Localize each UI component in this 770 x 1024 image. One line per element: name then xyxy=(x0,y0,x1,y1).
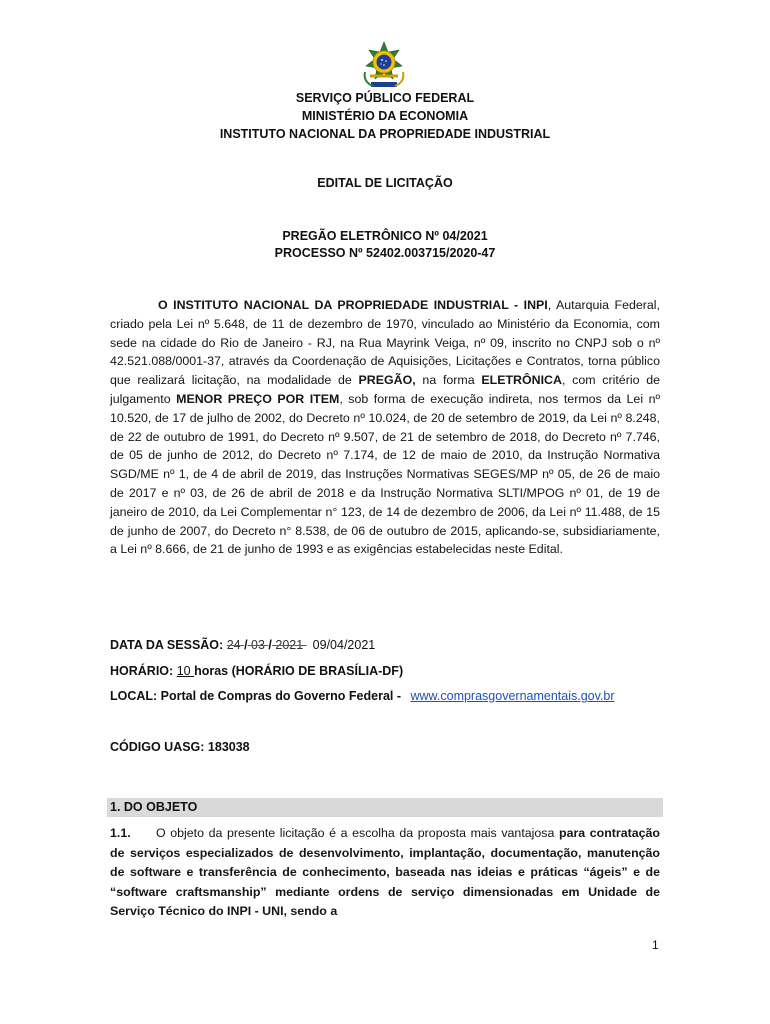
intro-text-a: , Autarquia Federal, criado pela Lei nº 5.648, de 11 de dezembro de 1970, vinculado ao Ministério da Economia, com sede na cidade do Rio de Janeiro - RJ, na Rua Mayrink Veiga, nº 09, inscrito no CNPJ sob o nº 42.521.088/0001-37, através da Coordenação de Aquisições, Licitações e Contratos, torna público que realizará licitação, na modalidade de xyxy=(110,298,660,388)
date-sep-2: / xyxy=(268,638,272,652)
forma: ELETRÔNICA xyxy=(481,373,562,388)
old-year: 2021 xyxy=(271,638,307,652)
header-institute: INSTITUTO NACIONAL DA PROPRIEDADE INDUSTRIAL xyxy=(219,127,551,141)
time-suffix: horas (HORÁRIO DE BRASÍLIA-DF) xyxy=(194,664,404,678)
pregao-number: PREGÃO ELETRÔNICO Nº 04/2021 xyxy=(282,229,488,243)
new-date: 09/04/2021 xyxy=(312,638,376,652)
intro-paragraph xyxy=(110,296,660,559)
intro-text-c: , com critério de julgamento xyxy=(110,373,660,406)
intro-text-d: , sob forma de execução indireta, nos termos da Lei nº 10.520, de 17 de julho de 2002, do Decreto nº 10.024, de 20 de setembro de 2019, da Lei nº 8.248, de 22 de outubro de 1991, do Decreto nº 9.507, de 21 de setembro de 2018, do Decreto nº 7.746, de 05 de junho de 2012, do Decreto nº 7.174, de 12 de maio de 2010, da Instrução Normativa SGD/ME nº 1, de 4 de abril de 2019, das Instruções Normativas SEGES/MP nº 05, de 26 de maio de 2017 e nº 03, de 26 de abril de 2018 e da Instrução Normativa SLTI/MPOG nº 01, de 19 de janeiro de 2010, da Lei Complementar n° 123, de 14 de dezembro de 2006, da Lei nº 11.488, de 15 de junho de 2007, do Decreto n° 8.538, de 06 de outubro de 2015, aplicando-se, subsidiariamente, a Lei nº 8.666, de 21 de junho de 1993 e as exigências estabelecidas neste Edital. xyxy=(110,391,660,557)
session-date-label: DATA DA SESSÃO: xyxy=(110,638,224,652)
session-local xyxy=(110,687,615,705)
local-label: LOCAL: Portal de Compras do Governo Federal - xyxy=(110,689,402,703)
time-value: 10 xyxy=(176,664,195,678)
header-service: SERVIÇO PÚBLICO FEDERAL xyxy=(295,91,475,105)
session-time xyxy=(110,662,403,680)
session-date xyxy=(110,636,375,654)
brazil-coat-of-arms-icon xyxy=(357,40,411,92)
objeto-text-bold: para contratação de serviços especializados de desenvolvimento, implantação, documentação, manutenção de software e transferência de conhecimento, baseada nas ideias e práticas “ágeis” e de “software craftsmanship” mediante ordens de serviço dimensionadas em Unidade de Serviço Técnico do INPI - UNI, sendo a xyxy=(110,826,661,918)
compras-link[interactable]: www.comprasgovernamentais.gov.br xyxy=(410,689,615,703)
uasg-code: CÓDIGO UASG: 183038 xyxy=(110,740,250,754)
section-objeto-heading: 1. DO OBJETO xyxy=(107,798,663,817)
old-month: 03 xyxy=(247,638,269,652)
intro-text-b: na forma xyxy=(415,373,482,388)
page-number: 1 xyxy=(652,938,659,952)
document-title: EDITAL DE LICITAÇÃO xyxy=(317,176,453,190)
time-label: HORÁRIO: xyxy=(110,664,174,678)
criterio: MENOR PREÇO POR ITEM xyxy=(176,391,340,406)
old-day: 24 xyxy=(226,638,245,652)
modalidade: PREGÃO, xyxy=(358,373,416,388)
objeto-text-plain: O objeto da presente licitação é a escolha da proposta mais vantajosa xyxy=(156,826,559,840)
date-sep-1: / xyxy=(244,638,248,652)
header-ministry: MINISTÉRIO DA ECONOMIA xyxy=(301,109,469,123)
objeto-paragraph xyxy=(110,824,660,922)
processo-number: PROCESSO Nº 52402.003715/2020-47 xyxy=(274,246,496,260)
org-name: O INSTITUTO NACIONAL DA PROPRIEDADE INDUSTRIAL - INPI xyxy=(158,298,548,312)
item-number: 1.1. xyxy=(110,826,131,840)
